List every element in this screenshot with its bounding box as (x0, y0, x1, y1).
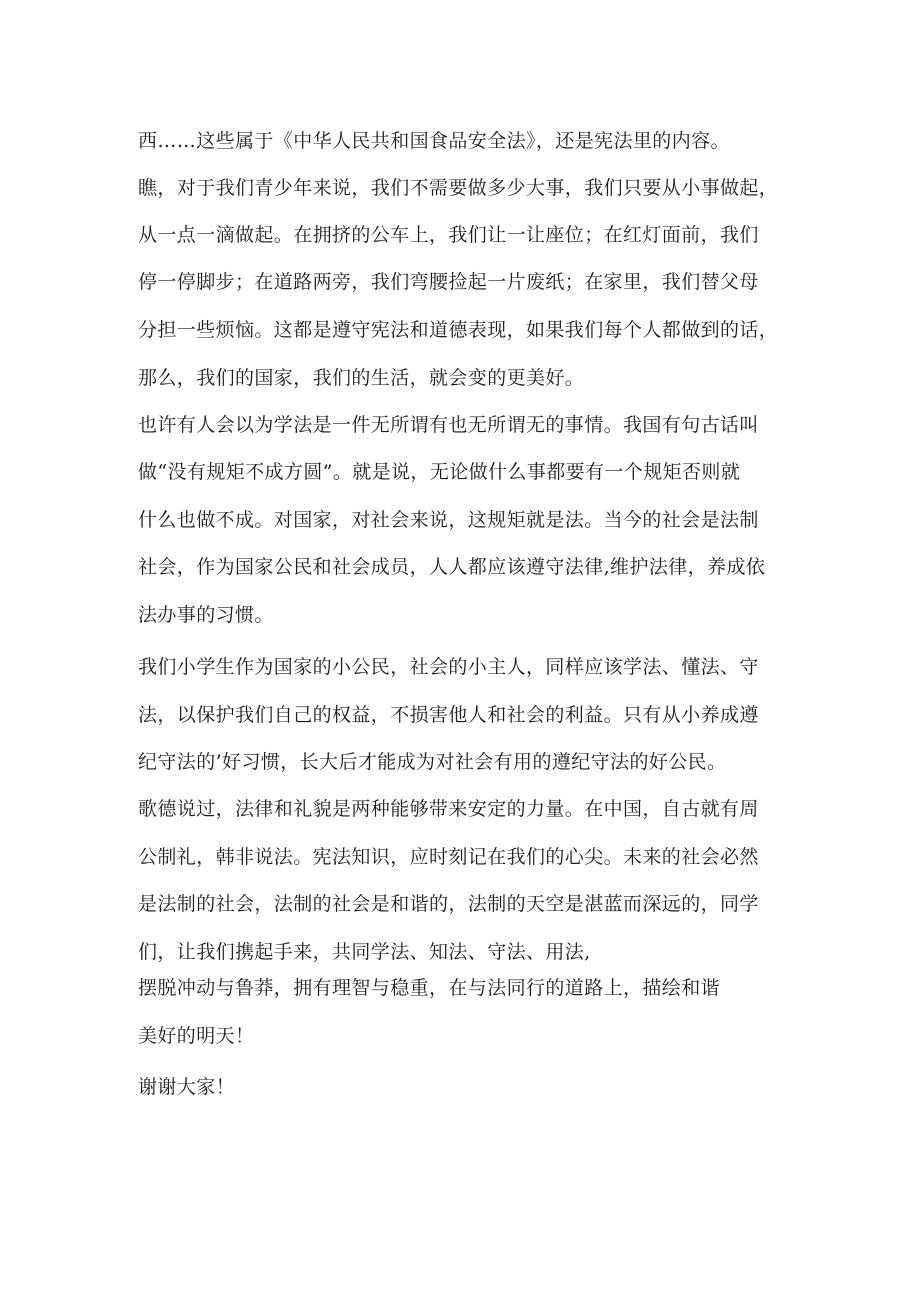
text-line: 歌德说过，法律和礼貌是两种能够带来安定的力量。在中国，自古就有周 (138, 798, 759, 820)
text-line: 是法制的社会，法制的社会是和谐的，法制的天空是湛蓝而深远的，同学 (138, 893, 759, 915)
text-line: 摆脱冲动与鲁莽，拥有理智与稳重，在与法同行的道路上，描绘和谐 (138, 977, 721, 999)
text-line: 分担一些烦恼。这都是遵守宪法和道德表现，如果我们每个人都做到的话， (138, 319, 779, 341)
text-line: 社会，作为国家公民和社会成员，人人都应该遵守法律,维护法律，养成依 (138, 556, 766, 578)
text-line: 公制礼，韩非说法。宪法知识，应时刻记在我们的心尖。未来的社会必然 (138, 846, 759, 868)
text-line: 也许有人会以为学法是一件无所谓有也无所谓无的事情。我国有句古话叫 (138, 414, 759, 436)
text-line: 什么也做不成。对国家，对社会来说，这规矩就是法。当今的社会是法制 (138, 509, 759, 531)
text-line: 法，以保护我们自己的权益，不损害他人和社会的利益。只有从小养成遵 (138, 704, 759, 726)
text-line: 们，让我们携起手来，共同学法、知法、守法、用法, (138, 941, 591, 963)
text-line: 西……这些属于《中华人民共和国食品安全法》，还是宪法里的内容。 (138, 130, 730, 152)
text-line: 谢谢大家！ (138, 1076, 236, 1098)
text-line: 美好的明天！ (138, 1025, 255, 1047)
text-line: 那么，我们的国家，我们的生活，就会变的更美好。 (138, 367, 585, 389)
text-line: 纪守法的’好习惯，长大后才能成为对社会有用的遵纪守法的好公民。 (138, 751, 727, 773)
text-line: 做“没有规矩不成方圆”。就是说，无论做什么事都要有一个规矩否则就 (138, 461, 741, 483)
text-line: 法办事的习惯。 (138, 604, 274, 626)
text-line: 我们小学生作为国家的小公民，社会的小主人，同样应该学法、懂法、守 (138, 656, 759, 678)
text-line: 停一停脚步；在道路两旁，我们弯腰捡起一片废纸；在家里，我们替父母 (138, 271, 759, 293)
text-line: 从一点一滴做起。在拥挤的公车上，我们让一让座位；在红灯面前，我们 (138, 224, 759, 246)
text-line: 瞧，对于我们青少年来说，我们不需要做多少大事，我们只要从小事做起， (138, 177, 779, 199)
